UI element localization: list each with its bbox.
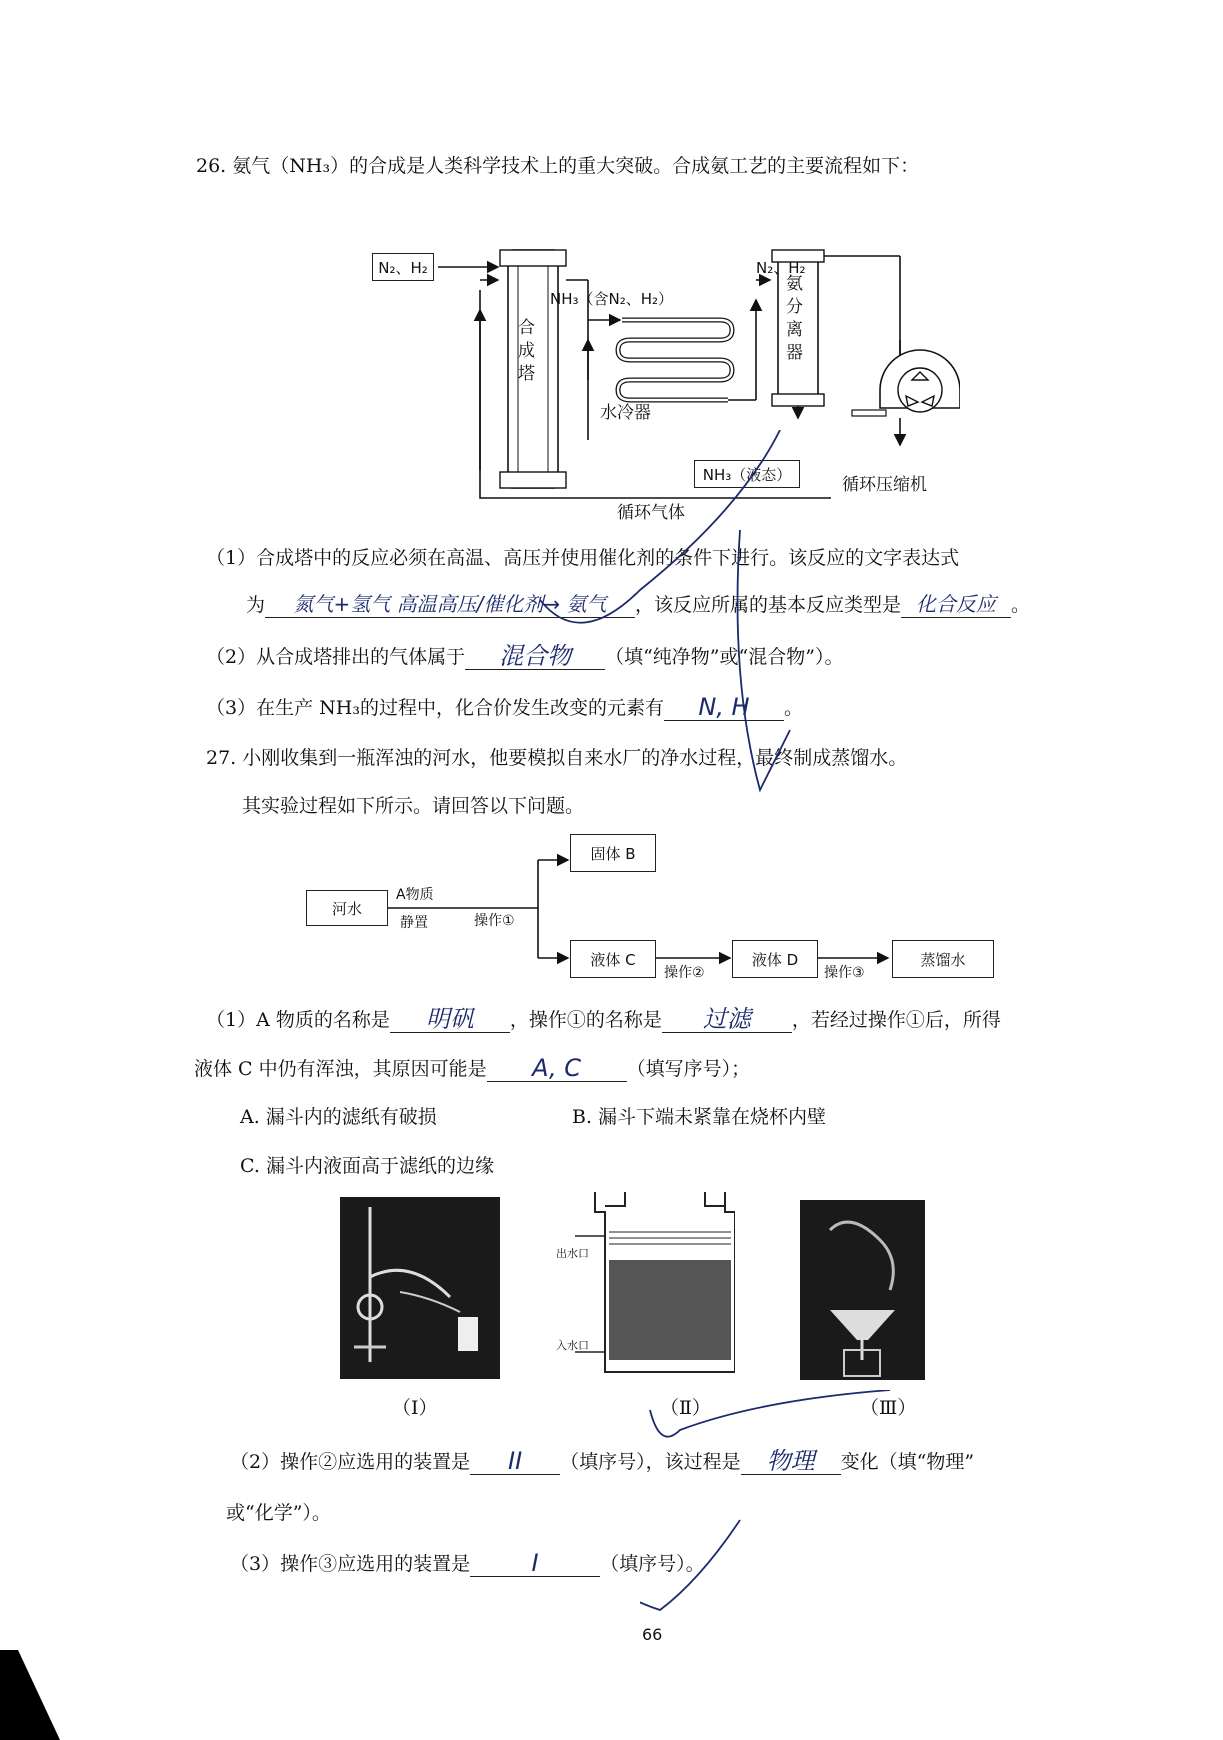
q27-part3-b: （填序号）。 — [600, 1553, 705, 1575]
q27-answer-device2: II — [470, 1448, 560, 1475]
q27-part1-d: 液体 C 中仍有浑浊，其原因可能是 — [194, 1058, 487, 1080]
q26-part1-mid: ，该反应所属的基本反应类型是 — [635, 594, 902, 616]
distillation-apparatus-photo — [340, 1197, 500, 1379]
solid-b-box: 固体 B — [570, 834, 656, 872]
inlet-label: 入水口 — [556, 1339, 589, 1352]
q27-title: 27. 小刚收集到一瓶浑浊的河水，他要模拟自来水厂的净水过程，最终制成蒸馏水。 — [206, 747, 908, 769]
q27-option-c: C. 漏斗内液面高于滤纸的边缘 — [240, 1155, 494, 1177]
q26-part1-end: 。 — [1011, 594, 1031, 616]
q26-answer-expression: 氮气+氢气 高温高压/催化剂→ 氨气 — [265, 591, 635, 618]
q26-answer-mixture: 混合物 — [465, 643, 605, 670]
a-substance-label: A物质 — [396, 887, 434, 903]
q27-option-a: A. 漏斗内的滤纸有破损 — [240, 1106, 437, 1128]
page-number: 66 — [642, 1625, 663, 1644]
settle-label: 静置 — [400, 915, 428, 931]
distillation-apparatus-sketch — [340, 1197, 500, 1379]
q27-part3-a: （3）操作③应选用的装置是 — [230, 1553, 471, 1575]
top-gas-label: N₂、H₂ — [756, 259, 806, 277]
figure-2-label: （Ⅱ） — [660, 1397, 711, 1419]
q26-answer-elements: N, H — [664, 694, 784, 721]
ammonia-separator-label: 氨分离器 — [782, 274, 802, 366]
q27-part1-a: （1）A 物质的名称是 — [206, 1009, 390, 1031]
q26-part1-prefix: 为 — [246, 594, 266, 616]
filter-apparatus-sketch — [565, 1192, 735, 1382]
q27-part2-b: （填序号），该过程是 — [560, 1451, 741, 1473]
liquid-ammonia-box: NH₃（液态） — [694, 460, 800, 488]
compressor-label: 循环压缩机 — [842, 475, 927, 495]
q27-part2-c: 变化（填“物理” — [840, 1451, 975, 1473]
scan-corner-shadow — [0, 1650, 60, 1740]
operation2-label: 操作② — [664, 965, 705, 981]
synthesis-tower-label: 合成塔 — [514, 318, 534, 387]
operation1-label: 操作① — [474, 913, 515, 929]
distilled-water-box: 蒸馏水 — [892, 940, 994, 978]
pen-stroke-marks — [540, 430, 900, 810]
q27-part2-d: 或“化学”）。 — [226, 1502, 331, 1524]
liquid-d-box: 液体 D — [732, 940, 818, 978]
q26-part2-suffix: （填“纯净物”或“混合物”）。 — [605, 646, 844, 668]
river-water-box: 河水 — [306, 890, 388, 926]
q26-part2-prefix: （2）从合成塔排出的气体属于 — [206, 646, 466, 668]
feed-box: N₂、H₂ — [372, 253, 434, 281]
figure-1-label: （Ⅰ） — [392, 1397, 438, 1419]
recycle-gas-label: 循环气体 — [617, 503, 685, 523]
q27-part1-line2 — [194, 1055, 750, 1082]
q27-intro: 其实验过程如下所示。请回答以下问题。 — [242, 795, 585, 817]
q27-part1-c: ，若经过操作①后，所得 — [791, 1009, 1001, 1031]
q27-part3 — [230, 1550, 705, 1577]
q26-answer-reaction-type: 化合反应 — [901, 591, 1011, 618]
q27-answer-filtration: 过滤 — [662, 1006, 792, 1033]
tower-outlet-label: NH₃（含N₂、H₂） — [550, 290, 674, 308]
outlet-label: 出水口 — [556, 1247, 589, 1260]
q26-part3-prefix: （3）在生产 NH₃的过程中，化合价发生改变的元素有 — [206, 697, 664, 719]
q26-part1-text: （1）合成塔中的反应必须在高温、高压并使用催化剂的条件下进行。该反应的文字表达式 — [206, 547, 960, 569]
filtration-apparatus-photo — [800, 1200, 925, 1380]
filtration-apparatus-sketch — [800, 1200, 925, 1380]
q27-part1-line1 — [206, 1006, 1001, 1033]
water-filter-apparatus — [565, 1192, 735, 1382]
q27-answer-device3: I — [470, 1550, 600, 1577]
q27-answer-reasons: A, C — [487, 1055, 627, 1082]
q27-part2-a: （2）操作②应选用的装置是 — [230, 1451, 471, 1473]
figure-3-label: （Ⅲ） — [860, 1397, 917, 1419]
q26-title: 26. 氨气（NH₃）的合成是人类科学技术上的重大突破。合成氨工艺的主要流程如下： — [196, 155, 920, 177]
q26-part3-suffix: 。 — [783, 697, 803, 719]
q27-part1-e: （填写序号）； — [626, 1058, 751, 1080]
q27-answer-physical: 物理 — [741, 1448, 841, 1475]
q27-answer-alum: 明矾 — [390, 1006, 510, 1033]
liquid-c-box: 液体 C — [570, 940, 656, 978]
q27-option-b: B. 漏斗下端未紧靠在烧杯内壁 — [572, 1106, 827, 1128]
pen-stroke-marks-lower — [640, 1390, 900, 1620]
q27-part1-b: ，操作①的名称是 — [509, 1009, 662, 1031]
water-cooler-label: 水冷器 — [600, 403, 651, 423]
operation3-label: 操作③ — [824, 965, 865, 981]
